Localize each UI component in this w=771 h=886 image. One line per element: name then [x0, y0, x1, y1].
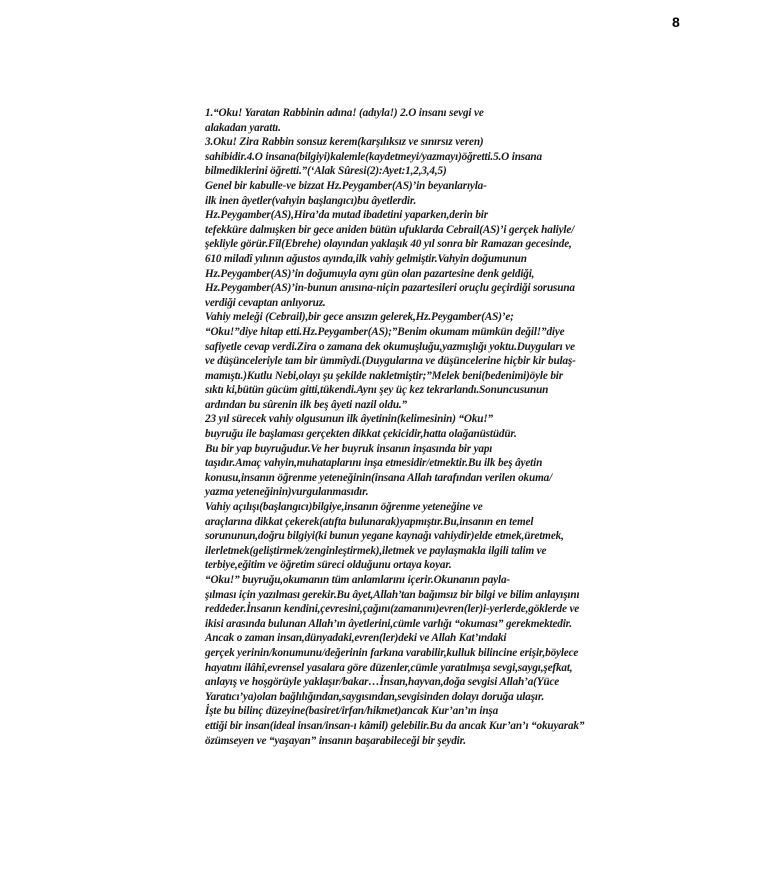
text-line: anlayış ve hoşgörüyle yaklaşır/bakar…İnsan,hayvan,doğa sevgisi Allah’a(Yüce: [205, 676, 560, 689]
paragraph: [117, 208, 617, 310]
text-line: İşte bu bilinç düzeyine(basiret/irfan/hikmet)ancak Kur’an’ın inşa: [205, 705, 499, 718]
text-line: özümseyen ve “yaşayan” insanın başarabileceği bir şeydir.: [205, 734, 466, 747]
paragraph: [117, 106, 617, 135]
text-line: tefekküre dalmışken bir gece aniden bütün ufuklarda Cebrail(AS)’i gerçek haliyle/: [205, 223, 575, 236]
text-line: Vahiy açılışı(başlangıcı)bilgiye,insanın öğrenme yeteneğine ve: [205, 501, 483, 514]
text-line: buyruğu ile başlaması gerçekten dikkat çekicidir,hatta olağanüstüdür.: [205, 428, 517, 441]
paragraph: [117, 631, 617, 704]
text-line: Genel bir kabulle-ve bizzat Hz.Peygamber(AS)’in beyanlarıyla-: [205, 179, 487, 192]
text-line: reddeder.İnsanın kendini,çevresini,çağını(zamanını)evren(ler)i-yerlerde,göklerde ve: [205, 603, 580, 616]
text-line: Bu bir yap buyruğudur.Ve her buyruk insanın inşasında bir yapı: [205, 442, 493, 455]
text-line: ikisi arasında bulunan Allah’ın âyetlerini,cümle varlığı “okuması” gerekmektedir.: [205, 617, 572, 630]
text-line: sorununun,doğru bilgiyi(ki bunun yegane kaynağı vahiydir)elde etmek,üretmek,: [205, 530, 564, 543]
text-line: Hz.Peygamber(AS)’in doğumuyla aynı gün olan pazartesine denk geldiği,: [205, 267, 535, 280]
text-line: terbiye,eğitim ve öğretim süreci olduğunu ortaya koyar.: [205, 559, 452, 572]
text-line: “Oku!” buyruğu,okumanın tüm anlamlarını içerir.Okunanın payla-: [205, 574, 510, 586]
text-line: ve düşünceleriyle tam bir ümmîydi.(Duygularına ve düşüncelerine hiçbir kir bulaş-: [205, 355, 576, 368]
text-line: 1.“Oku! Yaratan Rabbinin adına! (adıyla!) 2.O insanı sevgi ve: [205, 107, 484, 119]
text-line: taşıdır.Amaç vahyin,muhataplarını inşa etmesidir/etmektir.Bu ilk beş âyetin: [205, 457, 543, 470]
body-text: [117, 106, 617, 748]
text-line: ilerletmek(geliştirmek/zenginleştirmek),iletmek ve paylaşmakla ilgili talim ve: [205, 544, 547, 557]
text-line: yazma yeteneğinin)vurgulanmasıdır.: [205, 486, 369, 499]
text-line: safiyetle cevap verdi.Zira o zamana dek okumuşluğu,yazmışlığı yoktu.Duyguları ve: [205, 340, 575, 353]
text-line: mamıştı.)Kutlu Nebi,olayı şu şekilde nakletmiştir;”Melek beni(bedenimi)öyle bir: [205, 369, 563, 382]
text-line: şılması için yazılması gerekir.Bu âyet,Allah’tan bağımsız bir bilgi ve bilim anlayışını: [205, 588, 580, 601]
text-line: araçlarına dikkat çekerek(atıfta bulunarak)yapmıştır.Bu,insanın en temel: [205, 515, 534, 528]
text-line: alakadan yarattı.: [205, 121, 281, 134]
text-line: gerçek yerinin/konumunu/değerinin farkına varabilir,kulluk bilincine erişir,böylece: [205, 646, 579, 659]
text-line: ilk inen âyetler(vahyin başlangıcı)bu âyetlerdir.: [205, 194, 417, 207]
text-line: bilmediklerini öğretti.”(‘Alak Sûresi(2):Ayet:1,2,3,4,5): [205, 165, 447, 178]
text-line: Hz.Peygamber(AS),Hira’da mutad ibadetini yaparken,derin bir: [205, 209, 488, 222]
paragraph: [117, 179, 617, 208]
paragraph: [117, 573, 617, 631]
text-line: Vahiy meleği (Cebrail),bir gece ansızın gelerek,Hz.Peygamber(AS)’e;: [205, 311, 514, 324]
paragraph: [117, 310, 617, 412]
text-line: 610 miladî yılının ağustos ayında,ilk vahiy gelmiştir.Vahyin doğumunun: [205, 252, 527, 265]
text-line: sıktı ki,bütün gücüm gitti,tükendi.Aynı şey üç kez tekrarlandı.Sonuncusunun: [205, 384, 549, 397]
text-line: “Oku!”diye hitap etti.Hz.Peygamber(AS);”Benim okumam mümkün değil!”diye: [205, 325, 565, 338]
text-line: Hz.Peygamber(AS)’in-bunun anısına-niçin pazartesileri oruçlu geçirdiği sorusuna: [205, 282, 575, 295]
text-line: sahibidir.4.O insana(bilgiyi)kalemle(kaydetmeyi/yazmayı)öğretti.5.O insana: [205, 150, 542, 163]
text-line: konusu,insanın öğrenme yeteneğinin(insana Allah tarafından verilen okuma/: [205, 471, 553, 484]
text-line: verdiği cevaptan anlıyoruz.: [205, 296, 326, 309]
text-line: 3.Oku! Zira Rabbin sonsuz kerem(karşılıksız ve sınırsız veren): [205, 136, 484, 149]
text-line: şekliyle görür.Fîl(Ebrehe) olayından yaklaşık 40 yıl sonra bir Ramazan gecesinde,: [205, 238, 572, 251]
text-line: ettiği bir insan(ideal insan/insan-ı kâmil) gelebilir.Bu da ancak Kur’an’ı “okuyarak”: [205, 719, 585, 732]
text-line: ardından bu sûrenin ilk beş âyeti nazil oldu.”: [205, 398, 407, 411]
text-line: 23 yıl sürecek vahiy olgusunun ilk âyetinin(kelimesinin) “Oku!”: [205, 413, 493, 426]
text-line: Ancak o zaman insan,dünyadaki,evren(ler)deki ve Allah Kat’ındaki: [205, 632, 507, 645]
paragraph: [117, 412, 617, 441]
page-number: 8: [672, 14, 680, 30]
text-line: Yaratıcı’ya)olan bağlılığından,saygısından,sevgisinden dolayı doruğa ulaşır.: [205, 690, 545, 703]
paragraph: [117, 442, 617, 500]
paragraph: [117, 135, 617, 179]
text-line: hayatını ilâhî,evrensel yasalara göre düzenler,cümle yaratılmışa sevgi,saygı,şefkat,: [205, 661, 573, 674]
paragraph: [117, 704, 617, 748]
paragraph: [117, 500, 617, 573]
